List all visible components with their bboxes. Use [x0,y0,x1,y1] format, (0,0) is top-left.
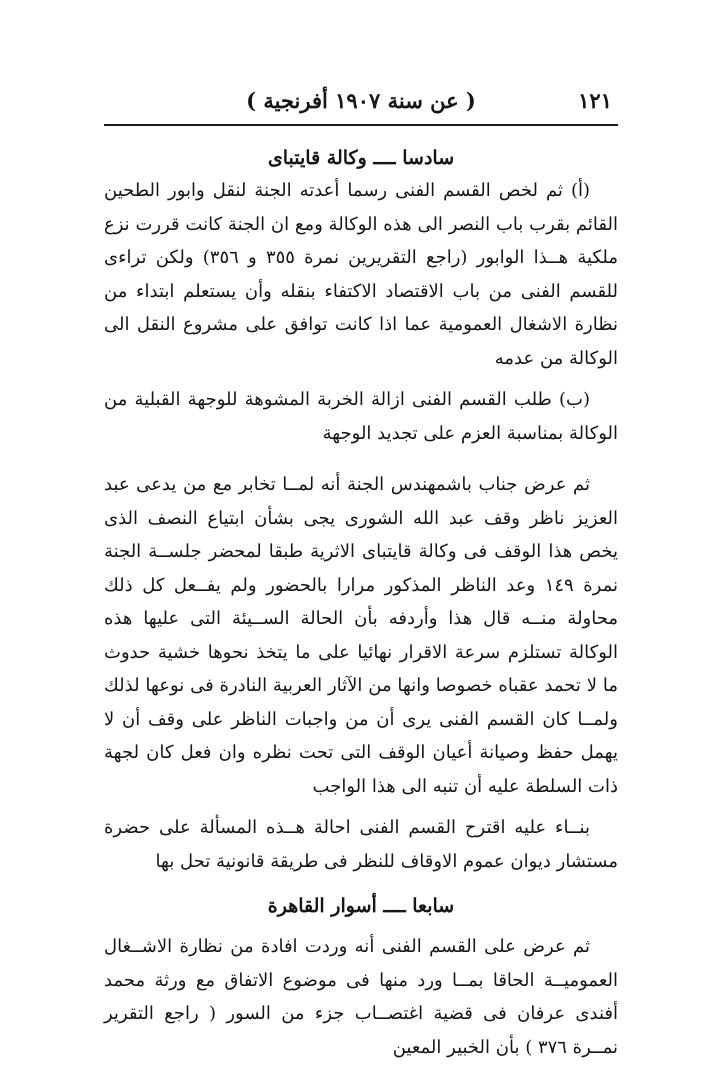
paragraph-6a: (أ) ثم لخص القسم الفنى رسما أعدته الجنة لنقل وابور الطحين القائم بقرب باب النصر الى هذه الوكالة ومع ان الجنة كانت قررت نزع ملكية هــذا الوابور (راجع التقريرين نمرة ٣٥٥ و ٣٥٦) ولكن تراءى للقسم الفنى من باب الاقتصاد الاكتفاء بنقله وأن يستعلم ابتداء من نظارة الاشغال العمومية عما اذا كانت توافق على مشروع النقل الى الوكالة من عدمه [104,180,618,369]
paragraph-6c: ثم عرض جناب باشمهندس الجنة أنه لمــا تخابر مع من يدعى عبد العزيز ناظر وقف عبد الله الشورى يجى بشأن ابتياع النصف الذى يخص هذا الوقف فى وكالة قايتباى الاثرية طبقا لمحضر جلســة الجنة نمرة ١٤٩ وعد الناظر المذكور مرارا بالحضور ولم يفــعل كل ذلك محاولة منــه قال هذا وأردفه بأن الحالة الســيئة التى عليها هذه الوكالة تستلزم سرعة الاقرار نهائيا على ما يتخذ نحوها خشية حدوث ما لا تحمد عقباه خصوصا وانها من الآثار العربية النادرة فى نوعها لذلك ولمــا كان القسم الفنى يرى أن من واجبات الناظر على وقف أن لا يهمل حفظ وصيانة أعيان الوقف التى تحت نظره وان فعل كان لجهة ذات السلطة عليه أن تنبه الى هذا الواجب [104,474,619,797]
paragraph-6b: (ب) طلب القسم الفنى ازالة الخربة المشوهة للوجهة القبلية من الوكالة بمناسبة العزم على تجديد الوجهة [104,389,618,444]
section-heading-7: سابعا ــــ أسوار القاهرة [267,895,455,917]
section-heading-6: سادسا ــــ وكالة قايتباى [267,147,455,169]
page-number: ١٢١ [578,88,612,113]
document-page [104,78,618,1064]
paragraph-7a: ثم عرض على القسم الفنى أنه وردت افادة من نظارة الاشــغال العموميــة الحاقا بمــا ورد منها فى موضوع الاتفاق مع ورثة محمد أفندى عرفان فى قضية اغتصــاب جزء من السور ( راجع التقرير نمــرة ٣٧٦ ) بأن الخبير المعين [104,936,618,1058]
page-header [104,78,618,126]
paragraph-6d: بنــاء عليه اقترح القسم الفنى احالة هــذه المسألة على حضرة مستشار ديوان عموم الاوقاف للنظر فى طريقة قانونية تحل بها [104,817,618,872]
running-title: ( عن سنة ١٩٠٧ أفرنجية ) [246,88,476,113]
